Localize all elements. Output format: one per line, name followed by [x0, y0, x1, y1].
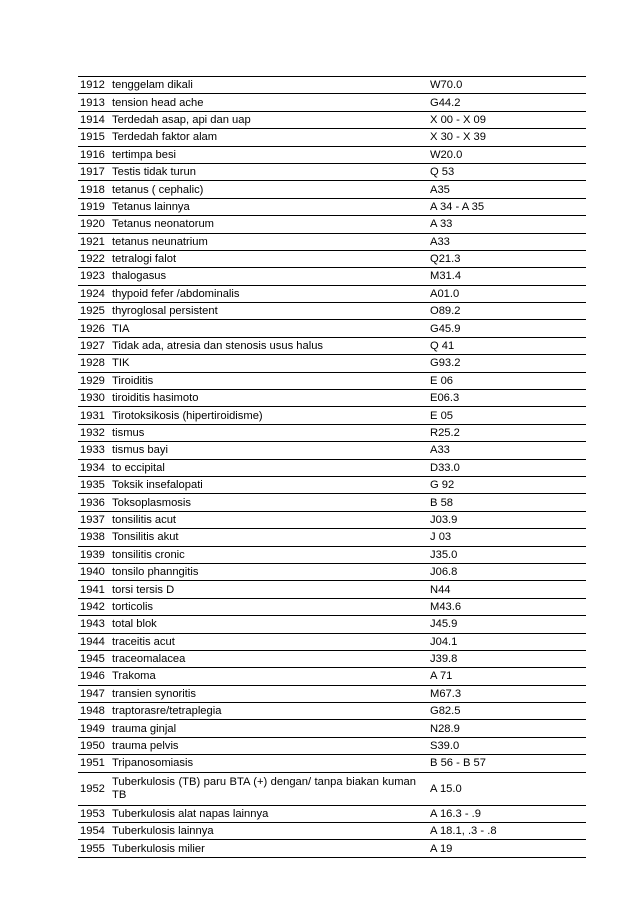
diagnosis-name: Tripanosomiasis [108, 755, 428, 772]
table-row [78, 320, 586, 337]
row-number: 1949 [78, 720, 108, 737]
table-row [78, 250, 586, 267]
diagnosis-name: to eccipital [108, 459, 428, 476]
row-number: 1942 [78, 598, 108, 615]
icd-code: N44 [428, 581, 586, 598]
icd-code: Q 53 [428, 163, 586, 180]
diagnosis-name: tetanus ( cephalic) [108, 181, 428, 198]
diagnosis-name: Testis tidak turun [108, 163, 428, 180]
row-number: 1931 [78, 407, 108, 424]
table-row [78, 372, 586, 389]
diagnosis-name: Tidak ada, atresia dan stenosis usus halus [108, 337, 428, 354]
icd-code: A35 [428, 181, 586, 198]
icd-code: A 15.0 [428, 772, 586, 805]
table-row [78, 285, 586, 302]
row-number: 1943 [78, 616, 108, 633]
icd-code: A 33 [428, 216, 586, 233]
icd-code: Q21.3 [428, 250, 586, 267]
icd-code: M31.4 [428, 268, 586, 285]
icd-code: A 34 - A 35 [428, 198, 586, 215]
diagnosis-name: tonsilitis acut [108, 511, 428, 528]
diagnosis-name: thalogasus [108, 268, 428, 285]
table-row [78, 94, 586, 111]
diagnosis-name: Tuberkulosis alat napas lainnya [108, 805, 428, 822]
row-number: 1941 [78, 581, 108, 598]
table-row [78, 442, 586, 459]
diagnosis-name: traceitis acut [108, 633, 428, 650]
icd-code: J03.9 [428, 511, 586, 528]
row-number: 1922 [78, 250, 108, 267]
diagnosis-name: tismus bayi [108, 442, 428, 459]
row-number: 1933 [78, 442, 108, 459]
table-row [78, 805, 586, 822]
icd-code: A01.0 [428, 285, 586, 302]
icd-code: E 05 [428, 407, 586, 424]
table-row [78, 772, 586, 805]
diagnosis-name: tonsilitis cronic [108, 546, 428, 563]
icd-code: J45.9 [428, 616, 586, 633]
row-number: 1937 [78, 511, 108, 528]
icd-code: O89.2 [428, 303, 586, 320]
table-row [78, 459, 586, 476]
table-row [78, 216, 586, 233]
icd-code: G45.9 [428, 320, 586, 337]
row-number: 1926 [78, 320, 108, 337]
table-row [78, 616, 586, 633]
table-row [78, 598, 586, 615]
row-number: 1934 [78, 459, 108, 476]
table-row [78, 233, 586, 250]
row-number: 1955 [78, 840, 108, 857]
icd-code: J06.8 [428, 563, 586, 580]
diagnosis-name: Tetanus neonatorum [108, 216, 428, 233]
diagnosis-name: Tuberkulosis lainnya [108, 823, 428, 840]
row-number: 1954 [78, 823, 108, 840]
diagnosis-name: Toksik insefalopati [108, 476, 428, 493]
diagnosis-name: torsi tersis D [108, 581, 428, 598]
icd-code: A33 [428, 233, 586, 250]
diagnosis-name: tertimpa besi [108, 146, 428, 163]
diagnosis-name: TIA [108, 320, 428, 337]
table-row [78, 355, 586, 372]
diagnosis-name: Trakoma [108, 668, 428, 685]
table-row [78, 129, 586, 146]
diagnosis-name: Tuberkulosis milier [108, 840, 428, 857]
table-row [78, 476, 586, 493]
icd-code: J 03 [428, 529, 586, 546]
table-row [78, 563, 586, 580]
icd-code: W70.0 [428, 77, 586, 94]
table-row [78, 755, 586, 772]
diagnosis-name: Tuberkulosis (TB) paru BTA (+) dengan/ tanpa biakan kuman TB [108, 772, 428, 805]
diagnosis-name: trauma pelvis [108, 737, 428, 754]
icd-code: J35.0 [428, 546, 586, 563]
diagnosis-name: tetanus neunatrium [108, 233, 428, 250]
row-number: 1930 [78, 390, 108, 407]
row-number: 1951 [78, 755, 108, 772]
icd-code: G44.2 [428, 94, 586, 111]
icd-code: A 18.1, .3 - .8 [428, 823, 586, 840]
table-row [78, 77, 586, 94]
table-row [78, 650, 586, 667]
row-number: 1953 [78, 805, 108, 822]
table-row [78, 581, 586, 598]
table-body [78, 77, 586, 858]
icd-code: X 00 - X 09 [428, 111, 586, 128]
table-row [78, 111, 586, 128]
table-row [78, 703, 586, 720]
diagnosis-name: traptorasre/tetraplegia [108, 703, 428, 720]
diagnosis-name: Tonsilitis akut [108, 529, 428, 546]
icd-code: J04.1 [428, 633, 586, 650]
icd-code: W20.0 [428, 146, 586, 163]
row-number: 1921 [78, 233, 108, 250]
icd-code: E 06 [428, 372, 586, 389]
diagnosis-code-table [78, 76, 586, 858]
diagnosis-name: tismus [108, 424, 428, 441]
diagnosis-name: thypoid fefer /abdominalis [108, 285, 428, 302]
row-number: 1935 [78, 476, 108, 493]
table-row [78, 529, 586, 546]
diagnosis-name: Toksoplasmosis [108, 494, 428, 511]
icd-code: X 30 - X 39 [428, 129, 586, 146]
icd-code: D33.0 [428, 459, 586, 476]
row-number: 1917 [78, 163, 108, 180]
diagnosis-name: tension head ache [108, 94, 428, 111]
table-row [78, 337, 586, 354]
icd-code: G93.2 [428, 355, 586, 372]
table-row [78, 494, 586, 511]
diagnosis-name: Tirotoksikosis (hipertiroidisme) [108, 407, 428, 424]
diagnosis-name: tiroiditis hasimoto [108, 390, 428, 407]
icd-code: M43.6 [428, 598, 586, 615]
diagnosis-name: traceomalacea [108, 650, 428, 667]
row-number: 1932 [78, 424, 108, 441]
row-number: 1939 [78, 546, 108, 563]
row-number: 1923 [78, 268, 108, 285]
diagnosis-name: transien synoritis [108, 685, 428, 702]
row-number: 1936 [78, 494, 108, 511]
table-row [78, 840, 586, 857]
diagnosis-name: Terdedah asap, api dan uap [108, 111, 428, 128]
table-row [78, 390, 586, 407]
row-number: 1925 [78, 303, 108, 320]
icd-code: G 92 [428, 476, 586, 493]
icd-code: A 16.3 - .9 [428, 805, 586, 822]
row-number: 1945 [78, 650, 108, 667]
row-number: 1919 [78, 198, 108, 215]
table-row [78, 407, 586, 424]
row-number: 1940 [78, 563, 108, 580]
row-number: 1938 [78, 529, 108, 546]
row-number: 1916 [78, 146, 108, 163]
diagnosis-name: Terdedah faktor alam [108, 129, 428, 146]
diagnosis-name: thyroglosal persistent [108, 303, 428, 320]
row-number: 1914 [78, 111, 108, 128]
table-row [78, 511, 586, 528]
table-row [78, 668, 586, 685]
diagnosis-name: Tiroiditis [108, 372, 428, 389]
row-number: 1944 [78, 633, 108, 650]
icd-code: R25.2 [428, 424, 586, 441]
row-number: 1948 [78, 703, 108, 720]
row-number: 1929 [78, 372, 108, 389]
diagnosis-name: tetralogi falot [108, 250, 428, 267]
row-number: 1915 [78, 129, 108, 146]
icd-code: G82.5 [428, 703, 586, 720]
row-number: 1928 [78, 355, 108, 372]
icd-code: S39.0 [428, 737, 586, 754]
icd-code: B 56 - B 57 [428, 755, 586, 772]
icd-code: J39.8 [428, 650, 586, 667]
table-row [78, 685, 586, 702]
table-row [78, 823, 586, 840]
diagnosis-name: TIK [108, 355, 428, 372]
row-number: 1912 [78, 77, 108, 94]
row-number: 1946 [78, 668, 108, 685]
icd-code: A33 [428, 442, 586, 459]
table-row [78, 424, 586, 441]
table-row [78, 268, 586, 285]
table-row [78, 163, 586, 180]
row-number: 1927 [78, 337, 108, 354]
table-row [78, 181, 586, 198]
row-number: 1950 [78, 737, 108, 754]
table-row [78, 633, 586, 650]
row-number: 1918 [78, 181, 108, 198]
icd-code: M67.3 [428, 685, 586, 702]
table-row [78, 146, 586, 163]
table-row [78, 737, 586, 754]
table-row [78, 198, 586, 215]
row-number: 1924 [78, 285, 108, 302]
icd-code: A 19 [428, 840, 586, 857]
icd-code: B 58 [428, 494, 586, 511]
table-row [78, 546, 586, 563]
row-number: 1952 [78, 772, 108, 805]
diagnosis-name: Tetanus lainnya [108, 198, 428, 215]
table-row [78, 303, 586, 320]
table-row [78, 720, 586, 737]
row-number: 1920 [78, 216, 108, 233]
row-number: 1947 [78, 685, 108, 702]
icd-code: Q 41 [428, 337, 586, 354]
row-number: 1913 [78, 94, 108, 111]
icd-code: A 71 [428, 668, 586, 685]
icd-code: E06.3 [428, 390, 586, 407]
diagnosis-name: trauma ginjal [108, 720, 428, 737]
diagnosis-name: tenggelam dikali [108, 77, 428, 94]
diagnosis-name: torticolis [108, 598, 428, 615]
diagnosis-name: tonsilo phanngitis [108, 563, 428, 580]
diagnosis-name: total blok [108, 616, 428, 633]
icd-code: N28.9 [428, 720, 586, 737]
